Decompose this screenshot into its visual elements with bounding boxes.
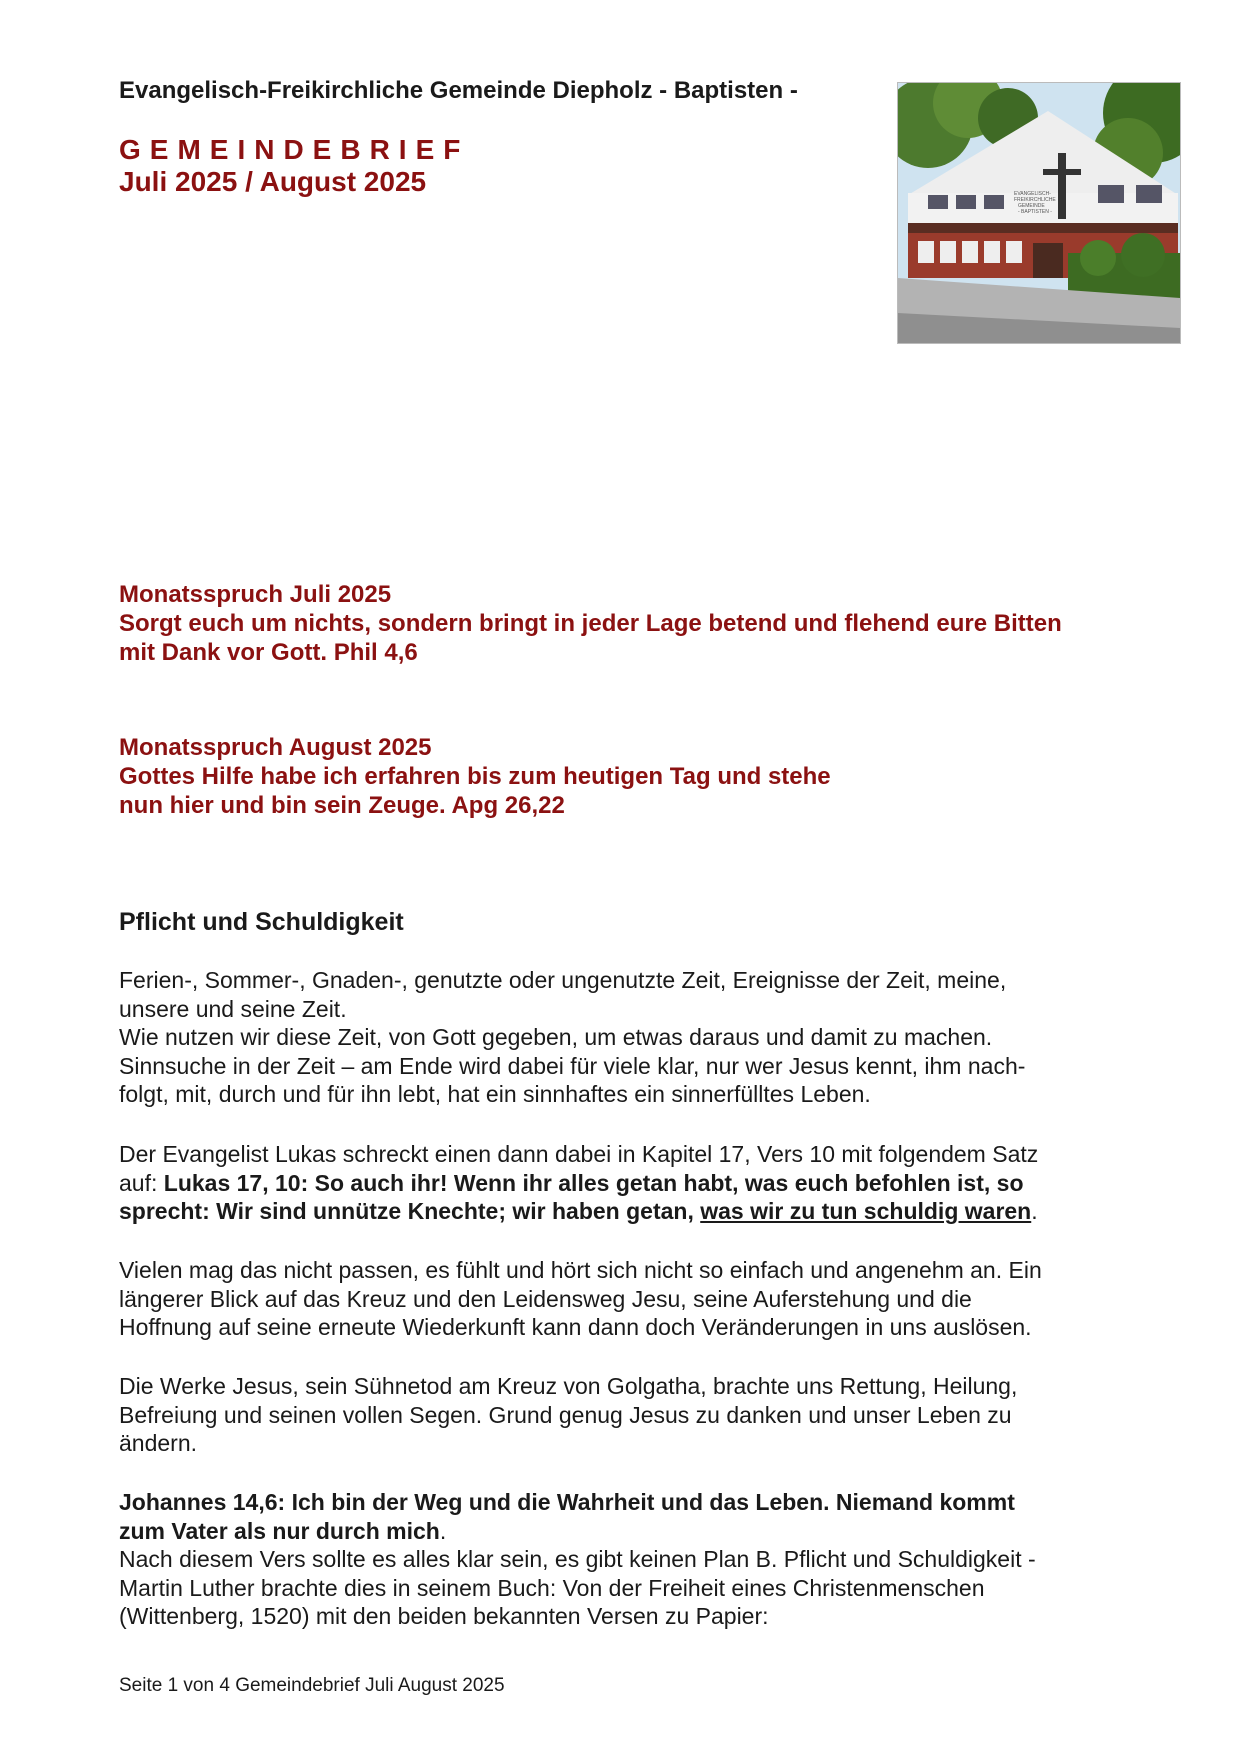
text-line: Martin Luther brachte dies in seinem Buch: Von der Freiheit eines Christenmenschen xyxy=(119,1574,985,1601)
text-line: Vielen mag das nicht passen, es fühlt und hört sich nicht so einfach und angenehm an. Ein xyxy=(119,1257,1042,1283)
text-line: Die Werke Jesus, sein Sühnetod am Kreuz von Golgatha, brachte uns Rettung, Heilung, xyxy=(119,1373,1018,1399)
newsletter-issue: Juli 2025 / August 2025 xyxy=(119,166,427,197)
article-paragraph-5 xyxy=(119,1488,1129,1631)
page-footer: Seite 1 von 4 Gemeindebrief Juli August 2025 xyxy=(119,1675,505,1696)
monthly-verse-july-line: Sorgt euch um nichts, sondern bringt in jeder Lage betend und flehend eure Bitten xyxy=(119,610,1062,637)
text-line: längerer Blick auf das Kreuz und den Leidensweg Jesu, seine Auferstehung und die xyxy=(119,1285,972,1312)
photo-sign-line-1: EVANGELISCH- xyxy=(1014,191,1051,197)
photo-sign-line-4: - BAPTISTEN - xyxy=(1018,209,1052,215)
newsletter-title: GEMEINDEBRIEF xyxy=(119,134,470,165)
bible-quote-john: Johannes 14,6: Ich bin der Weg und die Wahrheit und das Leben. Niemand kommt xyxy=(119,1489,1015,1515)
text-line: ändern. xyxy=(119,1430,198,1456)
photo-sign-line-2: FREIKIRCHLICHE xyxy=(1014,197,1056,203)
article-paragraph-1 xyxy=(119,966,1129,1109)
text-line: Sinnsuche in der Zeit – am Ende wird dabei für viele klar, nur wer Jesus kennt, ihm nach- xyxy=(119,1052,1026,1079)
monthly-verse-july-heading: Monatsspruch Juli 2025 xyxy=(119,581,392,608)
monthly-verse-august-line: nun hier und bin sein Zeuge. Apg 26,22 xyxy=(119,792,565,819)
text-line: folgt, mit, durch und für ihn lebt, hat ein sinnhaftes ein sinnerfülltes Leben. xyxy=(119,1081,871,1107)
text-line: Befreiung und seinen vollen Segen. Grund genug Jesus zu danken und unser Leben zu xyxy=(119,1401,1012,1428)
photo-sign-line-3: GEMEINDE xyxy=(1018,203,1045,209)
text-line: Hoffnung auf seine erneute Wiederkunft kann dann doch Veränderungen in uns auslösen. xyxy=(119,1314,1032,1340)
monthly-verse-august-line: Gottes Hilfe habe ich erfahren bis zum heutigen Tag und stehe xyxy=(119,763,831,790)
church-photo xyxy=(897,82,1181,344)
monthly-verse-july-line: mit Dank vor Gott. Phil 4,6 xyxy=(119,639,418,666)
organization-name: Evangelisch-Freikirchliche Gemeinde Diepholz - Baptisten - xyxy=(119,77,798,104)
bible-quote-underlined: was wir zu tun schuldig waren xyxy=(700,1198,1032,1224)
text-plain: . xyxy=(1031,1198,1038,1224)
monthly-verse-july xyxy=(119,580,1129,667)
text-line: Nach diesem Vers sollte es alles klar sein, es gibt keinen Plan B. Pflicht und Schuldigkeit - xyxy=(119,1546,1036,1572)
article-paragraph-4 xyxy=(119,1372,1129,1458)
bible-quote-luke-cont: sprecht: Wir sind unnütze Knechte; wir haben getan, xyxy=(119,1198,701,1224)
text-line xyxy=(119,1197,1129,1226)
text-line: unsere und seine Zeit. xyxy=(119,995,347,1022)
monthly-verse-august-heading: Monatsspruch August 2025 xyxy=(119,734,432,761)
text-line: Ferien-, Sommer-, Gnaden-, genutzte oder ungenutzte Zeit, Ereignisse der Zeit, meine, xyxy=(119,967,1007,993)
text-line xyxy=(119,1169,1129,1198)
article-heading: Pflicht und Schuldigkeit xyxy=(119,908,404,936)
text-line: Der Evangelist Lukas schreckt einen dann dabei in Kapitel 17, Vers 10 mit folgendem Satz xyxy=(119,1141,1039,1167)
text-line: Wie nutzen wir diese Zeit, von Gott gegeben, um etwas daraus und damit zu machen. xyxy=(119,1024,993,1050)
article-paragraph-3 xyxy=(119,1256,1129,1342)
article-paragraph-2 xyxy=(119,1140,1129,1226)
monthly-verse-august xyxy=(119,733,1129,820)
text-line: (Wittenberg, 1520) mit den beiden bekannten Versen zu Papier: xyxy=(119,1603,769,1629)
bible-quote-john-cont: zum Vater als nur durch mich. xyxy=(119,1517,447,1544)
bible-quote-luke: Lukas 17, 10: So auch ihr! Wenn ihr alles getan habt, was euch befohlen ist, so xyxy=(163,1169,1024,1196)
text-plain: auf: xyxy=(119,1169,164,1196)
